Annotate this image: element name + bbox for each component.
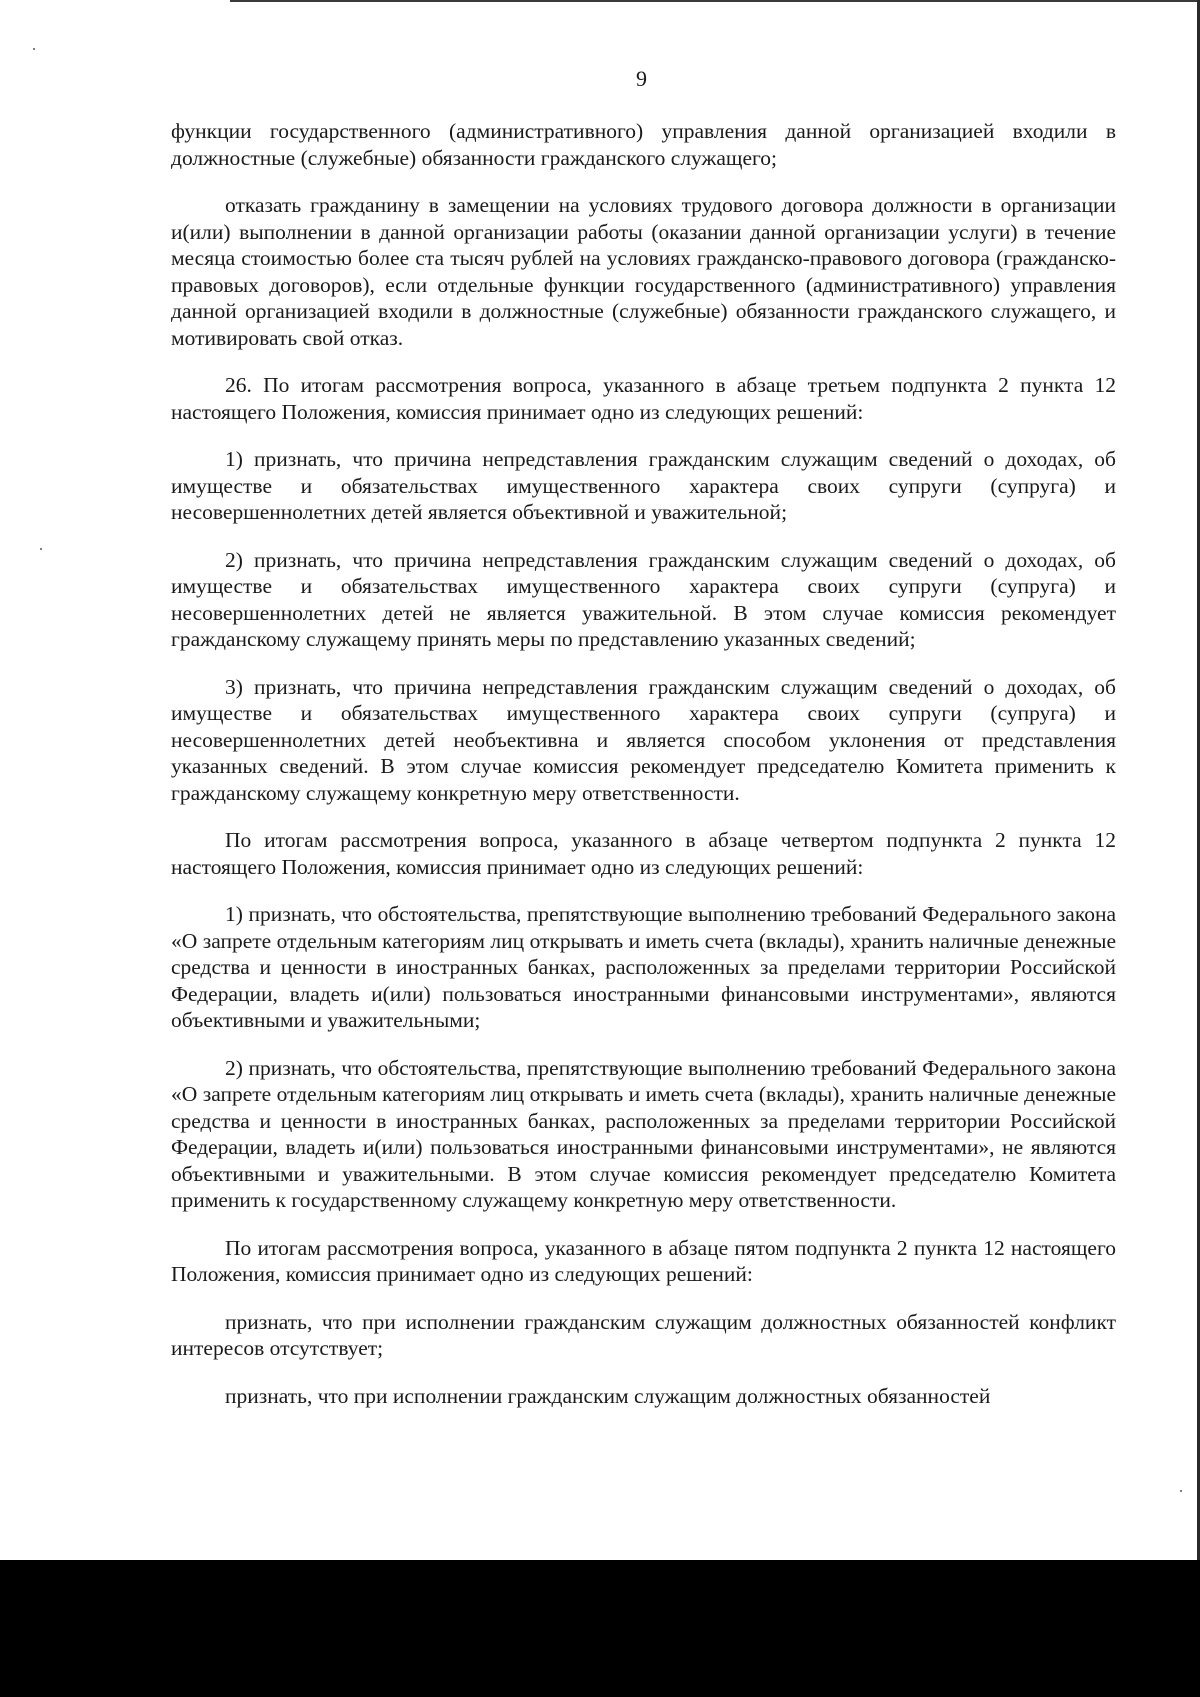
paragraph: По итогам рассмотрения вопроса, указанного в абзаце четвертом подпункта 2 пункта 12 настоящего Положения, комиссия принимает одно из следующих решений: (171, 828, 1116, 879)
paragraph: 2) признать, что обстоятельства, препятствующие выполнению требований Федерального закона «О запрете отдельным категориям лиц открывать и иметь счета (вклады), хранить наличные денежные средства и ценности в иностранных банках, расположенных за пределами территории Российской Федерации, владеть и(или) пользоваться иностранными финансовыми инструментами», не являются объективными и уважительными. В этом случае комиссия рекомендует председателю Комитета применить к государственному служащему конкретную меру ответственности. (171, 1055, 1116, 1212)
scan-speck (1180, 1490, 1182, 1492)
scan-speck (33, 48, 35, 50)
scan-bottom-band (0, 1560, 1200, 1697)
page-number: 9 (636, 66, 647, 91)
paragraph: признать, что при исполнении гражданским служащим должностных обязанностей (225, 1383, 991, 1408)
scan-speck (40, 548, 42, 550)
paragraph: 1) признать, что обстоятельства, препятствующие выполнению требований Федерального закона «О запрете отдельным категориям лиц открывать и иметь счета (вклады), хранить наличные денежные средства и ценности в иностранных банках, расположенных за пределами территории Российской Федерации, владеть и(или) пользоваться иностранными финансовыми инструментами», являются объективными и уважительными; (171, 902, 1116, 1032)
scan-top-border (230, 0, 1200, 2)
paragraph: 3) признать, что причина непредставления гражданским служащим сведений о доходах, об имуществе и обязательствах имущественного характера своих супруги (супруга) и несовершеннолетних детей необъективна и является способом уклонения от представления указанных сведений. В этом случае комиссия рекомендует председателю Комитета применить к гражданскому служащему конкретную меру ответственности. (171, 674, 1116, 805)
paragraph: функции государственного (административного) управления данной организацией входили в должностные (служебные) обязанности гражданского служащего; (171, 119, 1116, 170)
paragraph: По итогам рассмотрения вопроса, указанного в абзаце пятом подпункта 2 пункта 12 настоящего Положения, комиссия принимает одно из следующих решений: (171, 1235, 1116, 1286)
paragraph: отказать гражданину в замещении на условиях трудового договора должности в организации и(или) выполнении в данной организации работы (оказании данной организации услуги) в течение месяца стоимостью более ста тысяч рублей на условиях гражданско-правового договора (гражданско-правовых договоров), если отдельные функции государственного (административного) управления данной организацией входили в должностные (служебные) обязанности гражданского служащего, и мотивировать свой отказ. (171, 193, 1116, 350)
paragraph: 26. По итогам рассмотрения вопроса, указанного в абзаце третьем подпункта 2 пункта 12 настоящего Положения, комиссия принимает одно из следующих решений: (171, 373, 1116, 424)
document-body (171, 118, 1116, 1409)
paragraph: 1) признать, что причина непредставления гражданским служащим сведений о доходах, об имуществе и обязательствах имущественного характера своих супруги (супруга) и несовершеннолетних детей является объективной и уважительной; (171, 447, 1116, 524)
paragraph: признать, что при исполнении гражданским служащим должностных обязанностей конфликт интересов отсутствует; (171, 1309, 1116, 1360)
paragraph: 2) признать, что причина непредставления гражданским служащим сведений о доходах, об имуществе и обязательствах имущественного характера своих супруги (супруга) и несовершеннолетних детей не является уважительной. В этом случае комиссия рекомендует гражданскому служащему принять меры по представлению указанных сведений; (171, 547, 1116, 651)
